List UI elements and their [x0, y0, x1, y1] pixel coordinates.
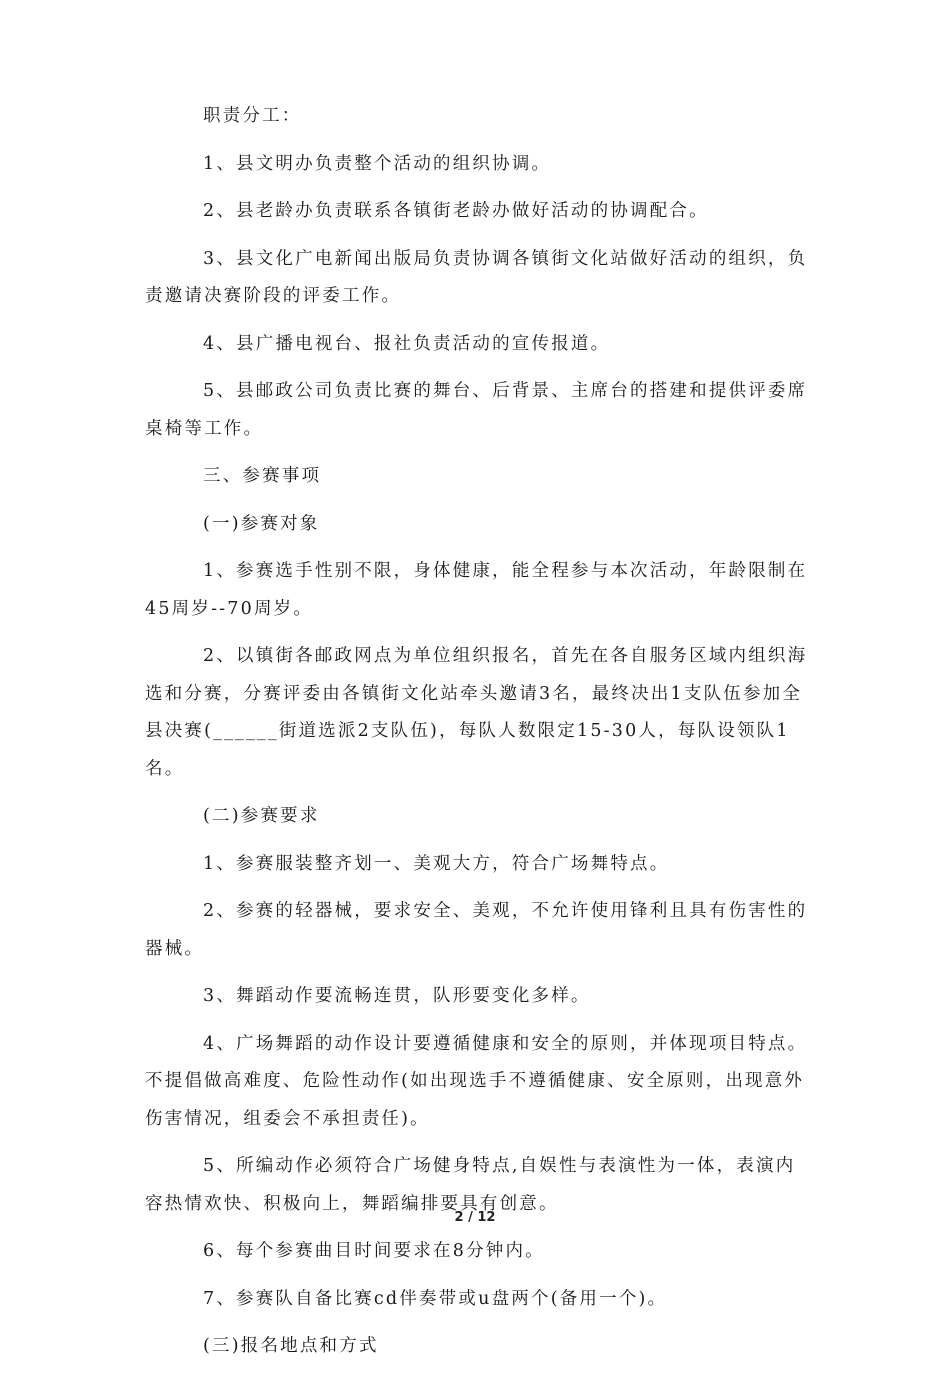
requirement-item-1: 1、参赛服装整齐划一、美观大方，符合广场舞特点。 — [203, 853, 670, 874]
duty-item-3: 3、县文化广电新闻出版局负责协调各镇街文化站做好活动的组织，负责邀请决赛阶段的评委工作。 — [145, 248, 808, 306]
subsection-heading-registration: (三)报名地点和方式 — [203, 1336, 379, 1356]
requirement-item-5: 5、所编动作必须符合广场健身特点,自娱性与表演性为一体，表演内容热情欢快、积极向上，舞蹈编排要具有创意。 — [145, 1156, 796, 1214]
duty-item-2: 2、县老龄办负责联系各镇街老龄办做好活动的协调配合。 — [203, 201, 709, 221]
participant-item-1: 1、参赛选手性别不限，身体健康，能全程参与本次活动，年龄限制在45周岁--70周岁。 — [145, 561, 808, 619]
duties-heading: 职责分工： — [203, 106, 302, 126]
requirement-item-7: 7、参赛队自备比赛cd伴奏带或u盘两个(备用一个)。 — [203, 1288, 668, 1309]
participant-item-2: 2、以镇街各邮政网点为单位组织报名，首先在各自服务区域内组织海选和分赛，分赛评委由各镇街文化站牵头邀请3名，最终决出1支队伍参加全县决赛(______街道选派2支队伍)，每队人数限定15-30人，每队设领队1名。 — [145, 646, 808, 779]
duty-item-4: 4、县广播电视台、报社负责活动的宣传报道。 — [203, 333, 611, 354]
requirement-item-4: 4、广场舞蹈的动作设计要遵循健康和安全的原则，并体现项目特点。不提倡做高难度、危险性动作(如出现选手不遵循健康、安全原则，出现意外伤害情况，组委会不承担责任)。 — [145, 1033, 808, 1129]
document-body — [145, 98, 809, 1376]
duty-item-1: 1、县文明办负责整个活动的组织协调。 — [203, 153, 552, 174]
subsection-heading-requirements: (二)参赛要求 — [203, 806, 320, 826]
subsection-heading-participants: (一)参赛对象 — [203, 513, 320, 534]
section-heading-participation: 三、参赛事项 — [203, 466, 322, 486]
requirement-item-3: 3、舞蹈动作要流畅连贯，队形要变化多样。 — [203, 986, 591, 1006]
requirement-item-6: 6、每个参赛曲目时间要求在8分钟内。 — [203, 1241, 545, 1261]
page-number: 2 / 12 — [454, 1210, 496, 1225]
duty-item-5: 5、县邮政公司负责比赛的舞台、后背景、主席台的搭建和提供评委席桌椅等工作。 — [145, 381, 808, 439]
requirement-item-2: 2、参赛的轻器械，要求安全、美观，不允许使用锋利且具有伤害性的器械。 — [145, 901, 808, 959]
